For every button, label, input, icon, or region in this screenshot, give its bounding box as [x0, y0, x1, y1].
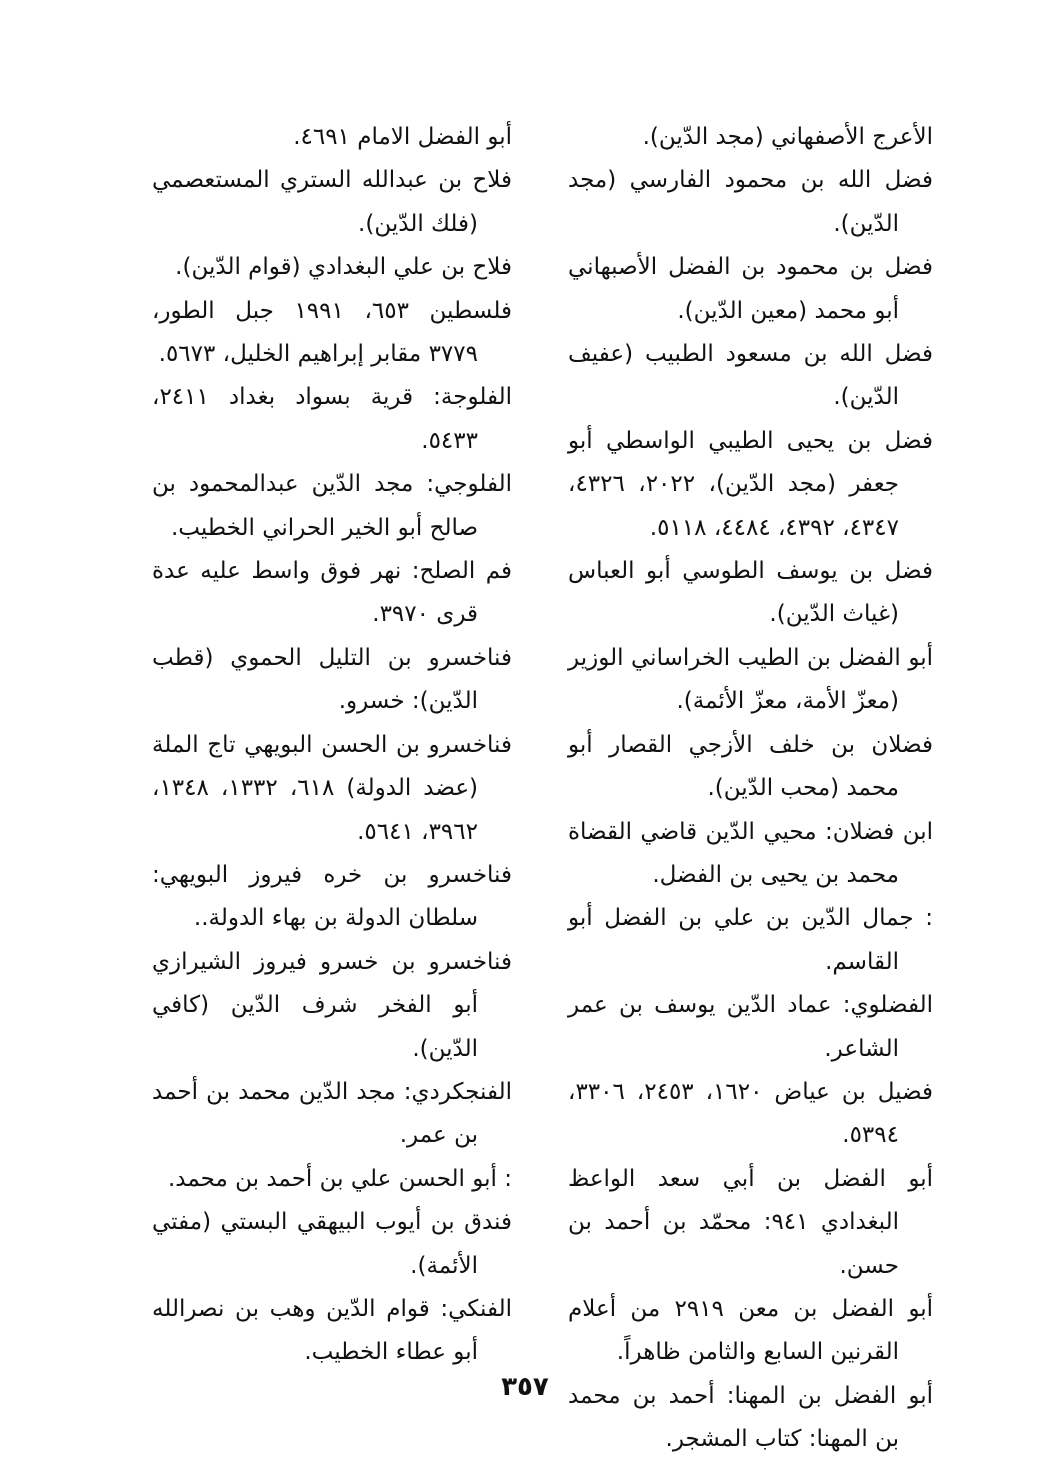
index-entry: فضل بن محمود بن الفضل الأصبهاني أبو محمد (معين الدّين).: [568, 254, 933, 324]
index-entry: فلاح بن عبدالله الستري المستعصمي (فلك الدّين).: [152, 167, 512, 237]
index-entry: الفلوجي: مجد الدّين عبدالمحمود بن صالح أبو الخير الحراني الخطيب.: [152, 471, 512, 541]
index-entry: الفضلوي: عماد الدّين يوسف بن عمر الشاعر.: [568, 992, 933, 1062]
index-entry: فضيل بن عياض ١٦٢٠، ٢٤٥٣، ٣٣٠٦، ٥٣٩٤.: [568, 1078, 933, 1149]
index-entry: فضل بن يحيى الطيبي الواسطي أبو جعفر (مجد الدّين)، ٢٠٢٢، ٤٣٢٦، ٤٣٤٧، ٤٣٩٢، ٤٤٨٤، ٥١١٨.: [568, 427, 933, 541]
index-entry: فلسطين ٦٥٣، ١٩٩١ جبل الطور، ٣٧٧٩ مقابر إبراهيم الخليل، ٥٦٧٣.: [152, 297, 512, 368]
index-entry: فناخسرو بن خسرو فيروز الشيرازي أبو الفخر شرف الدّين (كافي الدّين).: [152, 948, 512, 1062]
index-entry: فندق بن أيوب البيهقي البستي (مفتي الأئمة).: [152, 1209, 512, 1279]
index-entry: فناخسرو بن التليل الحموي (قطب الدّين): خسرو.: [152, 644, 512, 715]
index-entry: فضل بن يوسف الطوسي أبو العباس (غياث الدّين).: [568, 558, 933, 628]
index-entry: فضل الله بن محمود الفارسي (مجد الدّين).: [568, 167, 933, 237]
index-entry: فضل الله بن مسعود الطبيب (عفيف الدّين).: [568, 341, 933, 411]
page-number: ٣٥٧: [501, 1372, 549, 1402]
index-entry: فضلان بن خلف الأزجي القصار أبو محمد (محب الدّين).: [568, 731, 933, 802]
index-entry: فم الصلح: نهر فوق واسط عليه عدة قرى ٣٩٧٠.: [152, 558, 512, 628]
index-entry: أبو الفضل بن المهنا: أحمد بن محمد بن المهنا: كتاب المشجر.: [568, 1382, 933, 1453]
index-entry: أبو الفضل بن أبي سعد الواعظ البغدادي ٩٤١: محمّد بن أحمد بن حسن.: [568, 1165, 933, 1279]
index-column-left: [152, 116, 512, 1375]
index-entry: أبو الفضل بن معن ٢٩١٩ من أعلام القرنين السابع والثامن ظاهراً.: [568, 1295, 933, 1366]
index-entry: فلاح بن علي البغدادي (قوام الدّين).: [175, 254, 512, 281]
index-entry: الفنكي: قوام الدّين وهب بن نصرالله أبو عطاء الخطيب.: [152, 1295, 512, 1366]
index-entry: فناخسرو بن الحسن البويهي تاج الملة (عضد الدولة) ٦١٨، ١٣٣٢، ١٣٤٨، ٣٩٦٢، ٥٦٤١.: [152, 731, 512, 845]
index-column-right: [568, 116, 933, 1462]
index-entry: ابن فضلان: محيي الدّين قاضي القضاة محمد بن يحيى بن الفضل.: [568, 818, 933, 888]
index-entry: فناخسرو بن خره فيروز البويهي: سلطان الدولة بن بهاء الدولة..: [152, 861, 512, 932]
index-entry: : أبو الحسن علي بن أحمد بن محمد.: [167, 1165, 512, 1192]
index-entry: الفلوجة: قرية بسواد بغداد ٢٤١١، ٥٤٣٣.: [152, 384, 512, 454]
index-entry: أبو الفضل الامام ٤٦٩١.: [293, 124, 512, 150]
index-entry: : جمال الدّين بن علي بن الفضل أبو القاسم.: [568, 905, 933, 975]
index-entry: الأعرج الأصفهاني (مجد الدّين).: [642, 124, 933, 150]
index-entry: أبو الفضل بن الطيب الخراساني الوزير (معزّ الأمة، معزّ الأئمة).: [568, 644, 933, 715]
index-entry: الفنجكردي: مجد الدّين محمد بن أحمد بن عمر.: [152, 1078, 512, 1149]
